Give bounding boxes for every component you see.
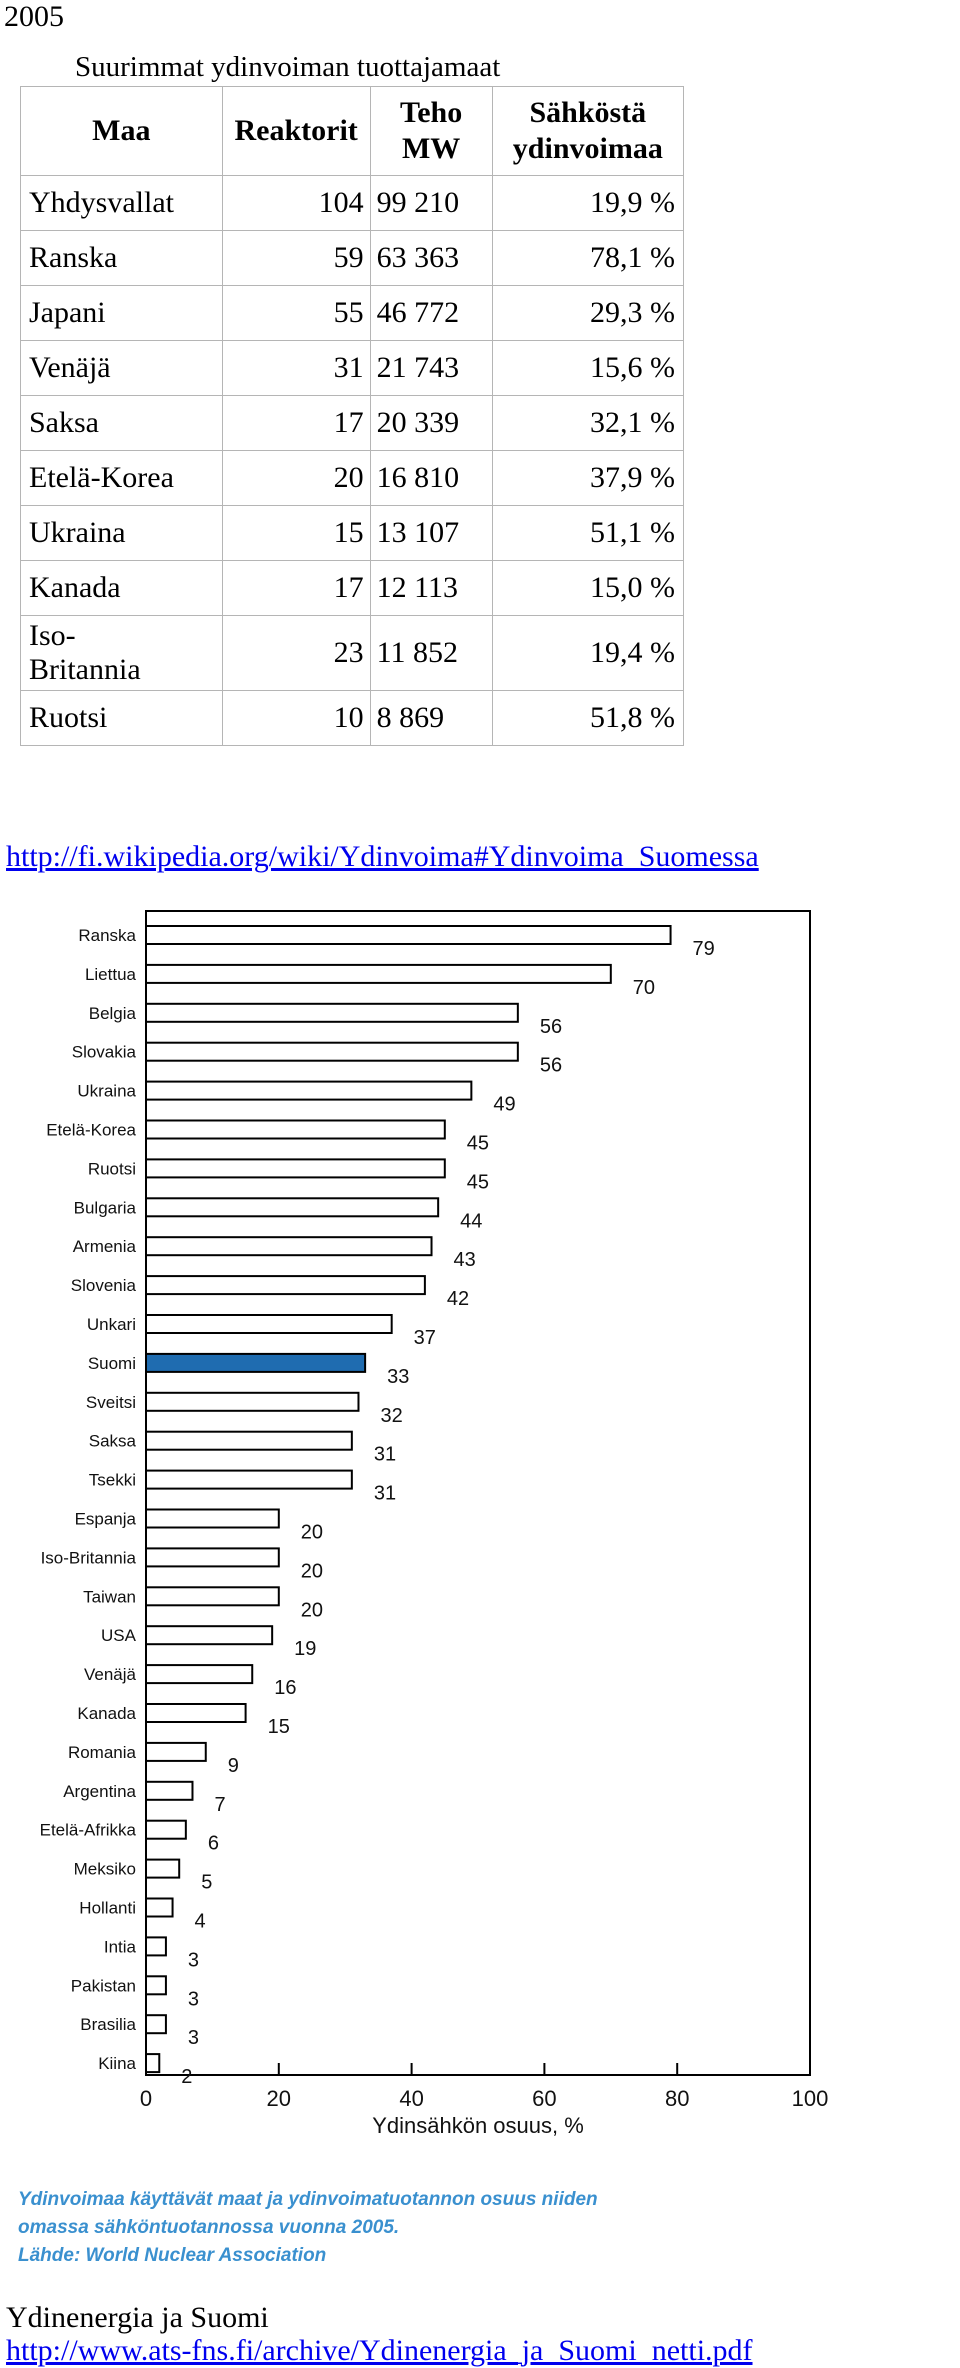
category-label: Iso-Britannia — [40, 1548, 136, 1568]
header-power-line2: MW — [401, 132, 461, 165]
bar-slovenia — [146, 1276, 425, 1294]
category-label: Pakistan — [70, 1976, 136, 1996]
table-row — [21, 341, 684, 396]
value-label: 15 — [267, 1716, 290, 1738]
cell-mw: 8 869 — [370, 691, 492, 746]
value-label: 7 — [214, 1793, 226, 1816]
cell-country: Etelä-Korea — [21, 451, 223, 506]
value-label: 45 — [466, 1171, 490, 1194]
value-label: 33 — [387, 1365, 410, 1388]
category-label: Tsekki — [88, 1470, 136, 1490]
bar-tsekki — [146, 1471, 352, 1489]
value-label: 16 — [274, 1677, 297, 1700]
category-label: Belgia — [88, 1003, 136, 1023]
bar-ranska — [146, 926, 671, 944]
bar-espanja — [146, 1510, 279, 1528]
cell-share: 15,6 % — [492, 341, 683, 396]
category-label: Bulgaria — [73, 1198, 136, 1218]
cell-reactors: 59 — [222, 231, 370, 286]
cell-country — [21, 616, 223, 691]
bar-sveitsi — [146, 1393, 358, 1411]
table-row — [21, 176, 684, 231]
cell-country: Ukraina — [21, 506, 223, 561]
cell-share: 51,8 % — [492, 691, 683, 746]
cell-share: 19,9 % — [492, 176, 683, 231]
year-heading: 2005 — [4, 0, 64, 33]
value-label: 37 — [413, 1327, 436, 1349]
bar-bulgaria — [146, 1198, 438, 1216]
category-label: USA — [101, 1626, 136, 1646]
bar-brasilia — [146, 2015, 166, 2033]
value-label: 31 — [373, 1482, 397, 1505]
cell-reactors: 15 — [222, 506, 370, 561]
bar-armenia — [146, 1237, 432, 1255]
cell-mw: 20 339 — [370, 396, 492, 451]
header-country: Maa — [21, 87, 223, 176]
bar-ruotsi — [146, 1159, 445, 1177]
cell-share: 37,9 % — [492, 451, 683, 506]
header-share-line1: Sähköstä — [529, 96, 647, 129]
value-label: 3 — [187, 1949, 200, 1972]
wikipedia-link[interactable]: http://fi.wikipedia.org/wiki/Ydinvoima#Ydinvoima_Suomessa — [6, 840, 759, 873]
header-power — [370, 87, 492, 176]
category-label: Taiwan — [83, 1587, 136, 1607]
value-label: 43 — [453, 1249, 476, 1272]
bar-taiwan — [146, 1587, 279, 1605]
category-label: Ukraina — [77, 1081, 136, 1101]
category-label: Argentina — [63, 1781, 136, 1801]
cell-share: 32,1 % — [492, 396, 683, 451]
bar-argentina — [146, 1782, 192, 1800]
header-reactors: Reaktorit — [222, 87, 370, 176]
bar-etelä-korea — [146, 1121, 445, 1139]
category-label: Etelä-Korea — [46, 1120, 136, 1140]
value-label: 31 — [373, 1443, 397, 1466]
category-label: Kiina — [98, 2054, 136, 2074]
bar-unkari — [146, 1315, 392, 1333]
value-label: 6 — [207, 1832, 219, 1855]
category-label: Venäjä — [84, 1665, 136, 1685]
header-share-line2: ydinvoimaa — [512, 132, 663, 165]
bar-iso-britannia — [146, 1548, 279, 1566]
cell-reactors: 55 — [222, 286, 370, 341]
value-label: 20 — [300, 1560, 324, 1583]
value-label: 9 — [227, 1754, 239, 1777]
value-label: 79 — [692, 938, 715, 960]
table-row — [21, 691, 684, 746]
cell-reactors: 23 — [222, 616, 370, 691]
cell-country: Venäjä — [21, 341, 223, 396]
category-label: Hollanti — [79, 1898, 136, 1918]
x-tick-label: 20 — [266, 2086, 292, 2111]
table-row — [21, 231, 684, 286]
table-row — [21, 286, 684, 341]
nuclear-share-chart — [0, 895, 960, 2170]
table-title: Suurimmat ydinvoiman tuottajamaat — [75, 51, 501, 83]
category-label: Espanja — [74, 1509, 136, 1529]
category-label: Suomi — [87, 1353, 136, 1373]
cell-reactors: 17 — [222, 396, 370, 451]
value-label: 44 — [460, 1210, 483, 1233]
cell-country: Saksa — [21, 396, 223, 451]
caption-line1: Ydinvoimaa käyttävät maat ja ydinvoimatuotannon osuus niiden — [18, 2189, 598, 2210]
cell-mw: 63 363 — [370, 231, 492, 286]
cell-share: 15,0 % — [492, 561, 683, 616]
value-label: 42 — [446, 1288, 470, 1311]
cell-mw: 46 772 — [370, 286, 492, 341]
value-label: 20 — [300, 1599, 324, 1622]
category-label: Ruotsi — [87, 1159, 136, 1179]
x-tick-label: 40 — [399, 2086, 424, 2111]
category-label: Romania — [67, 1742, 136, 1762]
cell-mw: 16 810 — [370, 451, 492, 506]
x-tick-label: 100 — [791, 2086, 829, 2111]
cell-reactors: 17 — [222, 561, 370, 616]
bar-kiina — [146, 2054, 159, 2072]
cell-reactors: 20 — [222, 451, 370, 506]
value-label: 3 — [187, 1988, 200, 2011]
cell-share: 78,1 % — [492, 231, 683, 286]
value-label: 32 — [380, 1404, 403, 1427]
value-label: 49 — [493, 1093, 516, 1116]
table-row — [21, 396, 684, 451]
chart-caption — [18, 2186, 598, 2270]
value-label: 3 — [187, 2027, 200, 2050]
category-label: Slovenia — [70, 1276, 136, 1296]
bar-hollanti — [146, 1899, 173, 1917]
cell-share: 29,3 % — [492, 286, 683, 341]
cell-mw: 11 852 — [370, 616, 492, 691]
value-label: 19 — [294, 1638, 317, 1661]
document-title: Ydinenergia ja Suomi — [6, 2301, 269, 2334]
value-label: 5 — [201, 1871, 213, 1894]
value-label: 45 — [466, 1132, 490, 1155]
cell-country: Kanada — [21, 561, 223, 616]
bar-ukraina — [146, 1082, 471, 1100]
cell-mw: 21 743 — [370, 341, 492, 396]
category-label: Meksiko — [73, 1859, 136, 1879]
value-label: 4 — [194, 1910, 206, 1933]
cell-mw: 12 113 — [370, 561, 492, 616]
cell-mw: 13 107 — [370, 506, 492, 561]
cell-reactors: 31 — [222, 341, 370, 396]
x-tick-label: 0 — [139, 2086, 153, 2111]
reactor-table — [20, 86, 684, 746]
value-label: 20 — [300, 1521, 324, 1544]
bar-kanada — [146, 1704, 246, 1722]
cell-country: Yhdysvallat — [21, 176, 223, 231]
table-header-row — [21, 87, 684, 176]
bar-suomi — [146, 1354, 365, 1372]
cell-country-line1: Iso- — [29, 619, 76, 652]
caption-line2: omassa sähköntuotannossa vuonna 2005. — [18, 2217, 400, 2238]
category-label: Slovakia — [71, 1042, 136, 1062]
bar-slovakia — [146, 1043, 518, 1061]
cell-share: 51,1 % — [492, 506, 683, 561]
value-label: 56 — [539, 1054, 563, 1077]
cell-country: Japani — [21, 286, 223, 341]
bar-meksiko — [146, 1860, 179, 1878]
table-row — [21, 451, 684, 506]
ats-link[interactable]: http://www.ats-fns.fi/archive/Ydinenergia_ja_Suomi_netti.pdf — [6, 2334, 753, 2367]
category-label: Armenia — [72, 1237, 136, 1257]
category-label: Brasilia — [80, 2015, 136, 2035]
header-power-line1: Teho — [399, 96, 463, 129]
value-label: 2 — [181, 2066, 193, 2089]
value-label: 70 — [632, 976, 656, 999]
category-label: Intia — [103, 1937, 136, 1957]
category-label: Sveitsi — [85, 1392, 136, 1412]
category-label: Ranska — [78, 926, 136, 945]
cell-reactors: 10 — [222, 691, 370, 746]
bar-belgia — [146, 1004, 518, 1022]
x-tick-label: 60 — [532, 2086, 557, 2111]
bar-etelä-afrikka — [146, 1821, 186, 1839]
cell-reactors: 104 — [222, 176, 370, 231]
bar-intia — [146, 1937, 166, 1955]
x-tick-label: 80 — [664, 2086, 690, 2111]
category-label: Etelä-Afrikka — [39, 1820, 136, 1840]
bar-pakistan — [146, 1976, 166, 1994]
caption-line3: Lähde: World Nuclear Association — [18, 2245, 327, 2266]
value-label: 56 — [539, 1015, 563, 1038]
bar-romania — [146, 1743, 206, 1761]
bar-usa — [146, 1626, 272, 1644]
category-label: Saksa — [88, 1431, 136, 1451]
cell-share: 19,4 % — [492, 616, 683, 691]
category-label: Unkari — [86, 1315, 136, 1334]
cell-mw: 99 210 — [370, 176, 492, 231]
category-label: Liettua — [84, 964, 136, 984]
x-axis-label: Ydinsähkön osuus, % — [372, 2113, 584, 2138]
cell-country: Ranska — [21, 231, 223, 286]
bar-liettua — [146, 965, 611, 983]
cell-country: Ruotsi — [21, 691, 223, 746]
category-label: Kanada — [77, 1704, 136, 1723]
table-row — [21, 616, 684, 691]
table-row — [21, 506, 684, 561]
bar-venäjä — [146, 1665, 252, 1683]
bar-saksa — [146, 1432, 352, 1450]
table-row — [21, 561, 684, 616]
header-share — [492, 87, 683, 176]
cell-country-line2: Britannia — [29, 653, 141, 686]
